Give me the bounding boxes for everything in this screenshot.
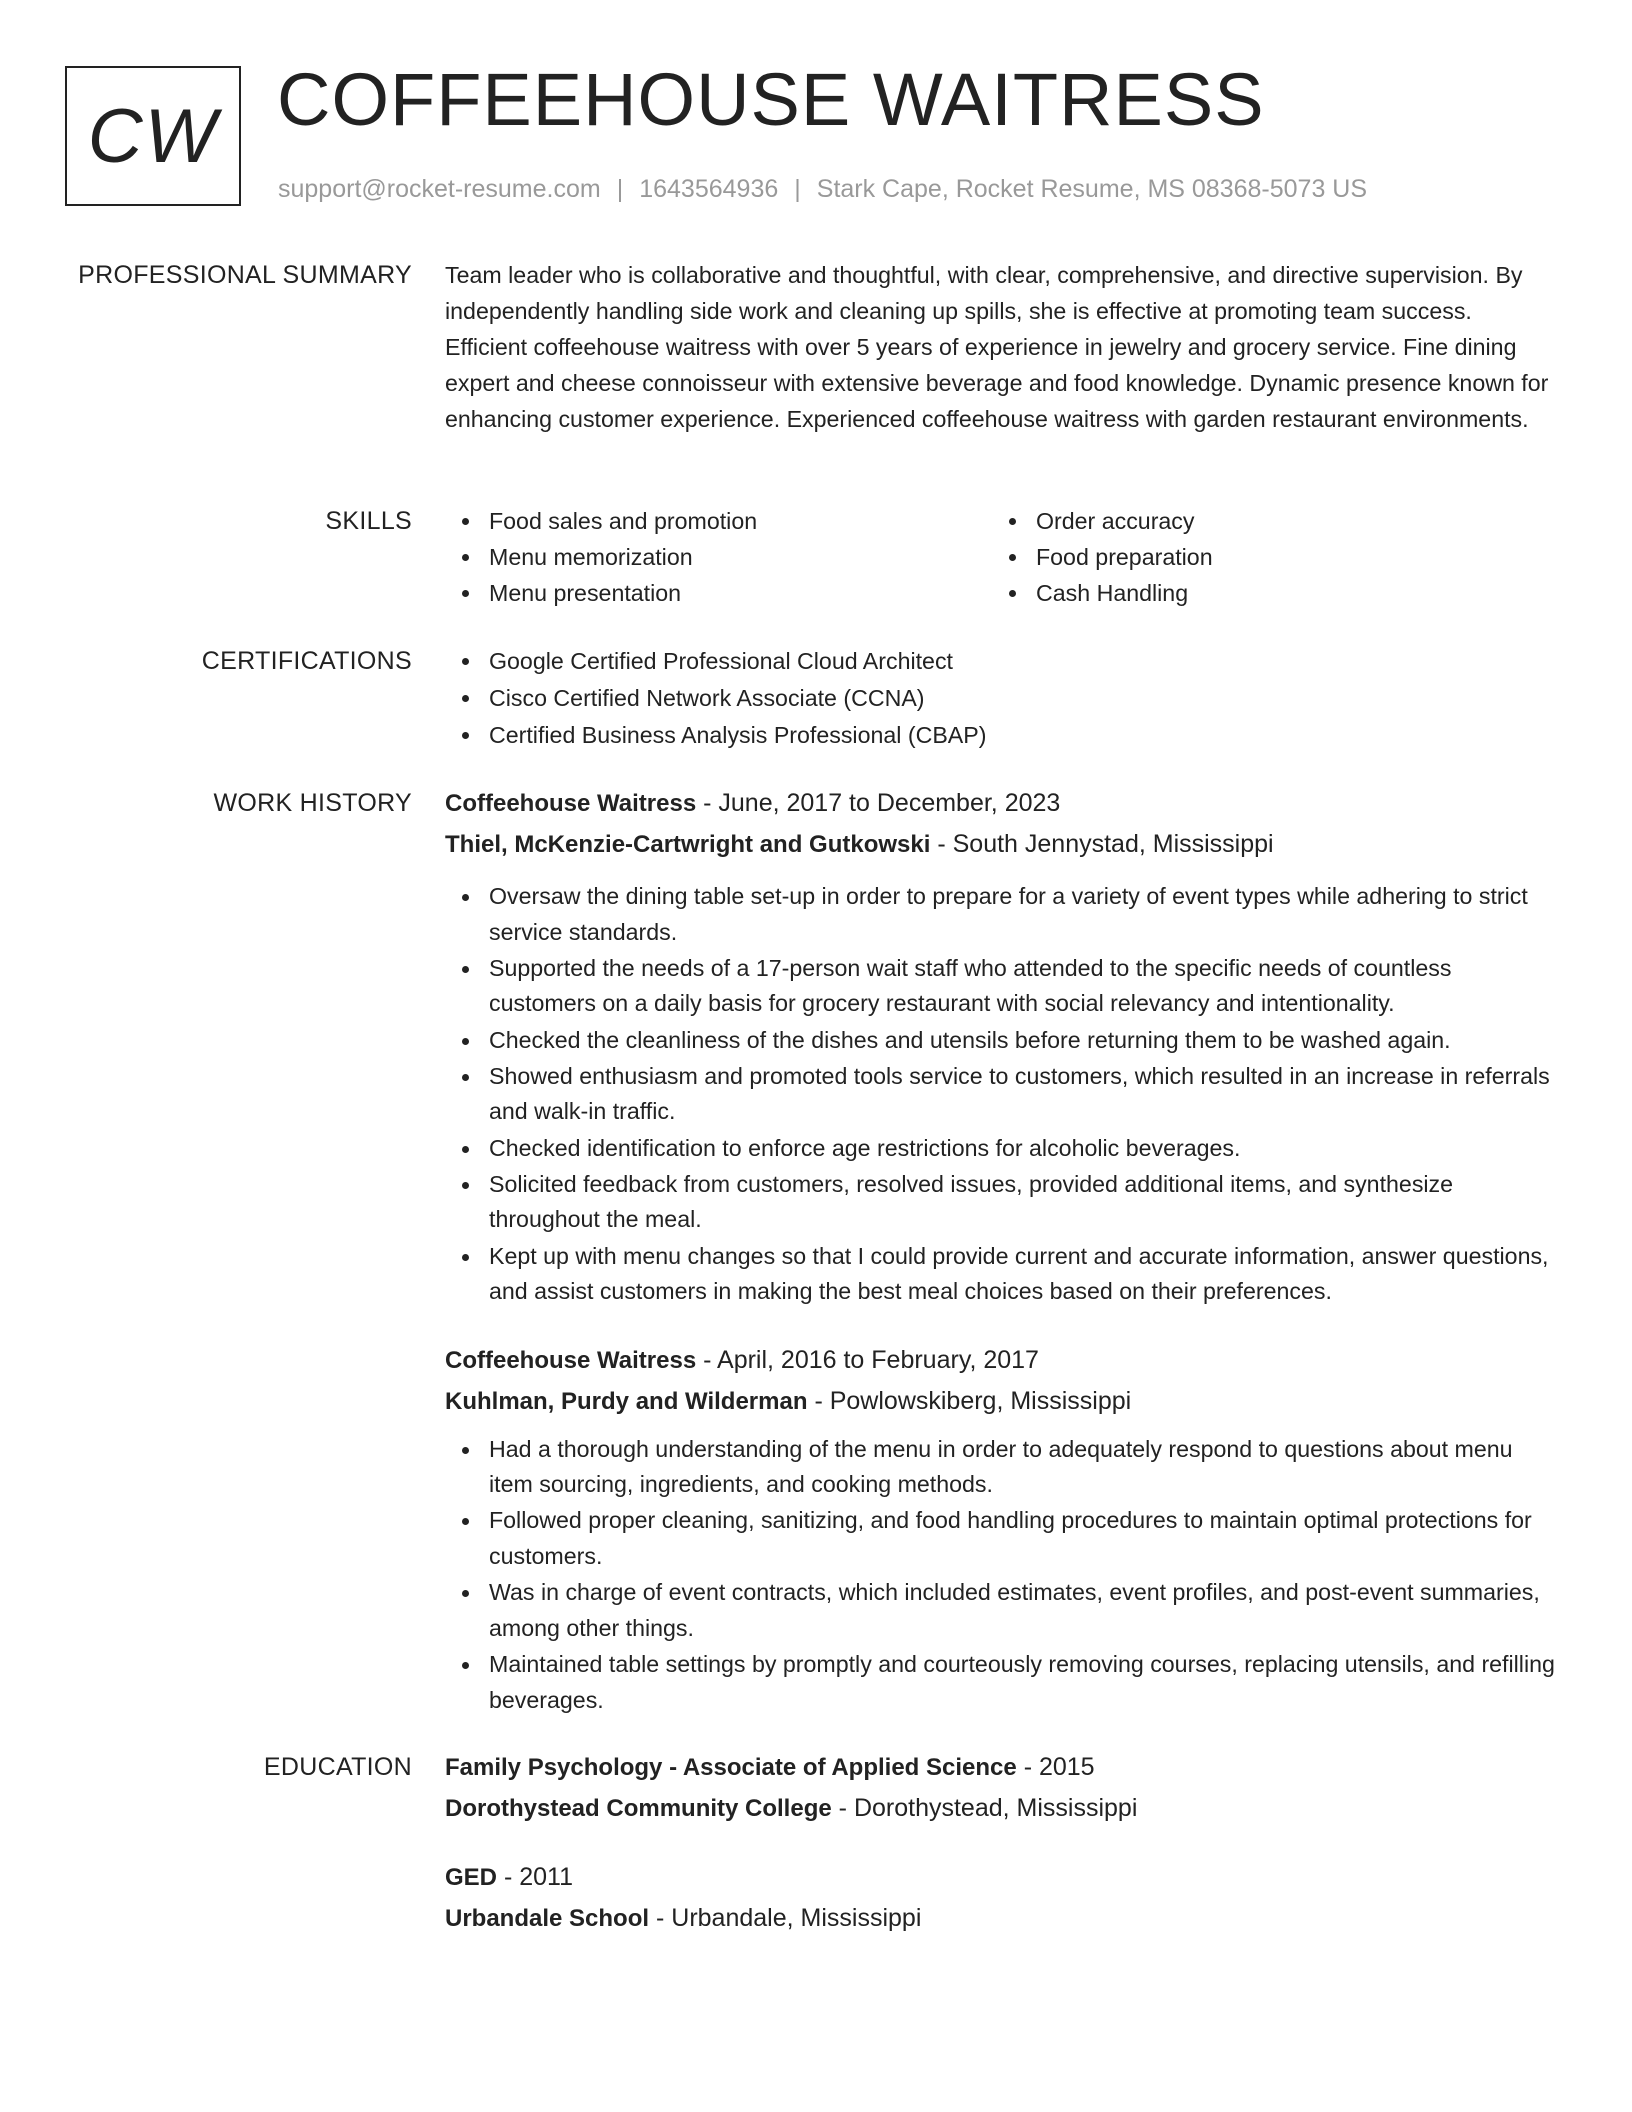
skill-item: Food preparation xyxy=(992,539,1539,575)
contact-separator: | xyxy=(616,175,624,203)
job-duty-item: Had a thorough understanding of the menu in order to adequately respond to questions about menu item sourcing, ingredients, and cooking methods. xyxy=(445,1432,1555,1503)
job-location: - South Jennystad, Mississippi xyxy=(937,830,1274,858)
job-duty-item: Maintained table settings by promptly and courteously removing courses, replacing utensils, and refilling beverages. xyxy=(445,1647,1555,1718)
contact-address: Stark Cape, Rocket Resume, MS 08368-5073 US xyxy=(816,175,1368,203)
skill-item: Menu presentation xyxy=(445,575,992,611)
certifications-heading: CERTIFICATIONS xyxy=(201,647,412,675)
contact-phone[interactable]: 1643564936 xyxy=(639,175,779,203)
work-history-heading: WORK HISTORY xyxy=(213,789,412,817)
education-degree-line xyxy=(445,1747,1555,1788)
education-entry xyxy=(445,1857,1555,1939)
certification-item: Certified Business Analysis Professional (CBAP) xyxy=(445,717,1555,754)
job-duty-item: Supported the needs of a 17-person wait staff who attended to the specific needs of countless customers on a daily basis for grocery restaurant with social relevancy and intentionality. xyxy=(445,951,1555,1022)
education-school-line xyxy=(445,1898,1555,1939)
skill-item: Order accuracy xyxy=(992,503,1539,539)
skills-list-left xyxy=(445,503,992,611)
education-degree: Family Psychology - Associate of Applied Science xyxy=(445,1754,1017,1781)
job-duties-list xyxy=(445,1432,1555,1719)
job-company-line xyxy=(445,1381,1555,1422)
job-duty-item: Was in charge of event contracts, which included estimates, event profiles, and post-event summaries, among other things. xyxy=(445,1575,1555,1646)
job-dates: - April, 2016 to February, 2017 xyxy=(703,1345,1039,1374)
job-title-line xyxy=(445,783,1555,824)
education-school: Dorothystead Community College xyxy=(445,1795,832,1822)
job-duty-item: Kept up with menu changes so that I could provide current and accurate information, answer questions, and assist customers in making the best meal choices based on their preferences. xyxy=(445,1239,1555,1310)
education-school: Urbandale School xyxy=(445,1905,650,1932)
education-entry xyxy=(445,1747,1555,1829)
job-dates: - June, 2017 to December, 2023 xyxy=(703,789,1061,817)
job-title-line xyxy=(445,1340,1555,1381)
candidate-name: COFFEEHOUSE WAITRESS xyxy=(277,58,1265,141)
job-duty-item: Checked identification to enforce age restrictions for alcoholic beverages. xyxy=(445,1131,1555,1167)
certification-item: Cisco Certified Network Associate (CCNA) xyxy=(445,680,1555,717)
skill-item: Cash Handling xyxy=(992,575,1539,611)
job-title: Coffeehouse Waitress xyxy=(445,1346,697,1374)
job-company: Kuhlman, Purdy and Wilderman xyxy=(445,1387,808,1415)
education-location: - Dorothystead, Mississippi xyxy=(838,1794,1138,1822)
education-year: - 2015 xyxy=(1023,1753,1095,1781)
education-year: - 2011 xyxy=(503,1863,573,1891)
job-company: Thiel, McKenzie-Cartwright and Gutkowski xyxy=(445,831,931,858)
education-heading: EDUCATION xyxy=(263,1753,412,1781)
skills-list-right xyxy=(992,503,1539,611)
job-title: Coffeehouse Waitress xyxy=(445,790,697,817)
summary-text: Team leader who is collaborative and thoughtful, with clear, comprehensive, and directive supervision. By independently handling side work and cleaning up spills, she is effective at promoting team success. Efficient coffeehouse waitress with over 5 years of experience in jewelry and grocery service. Fine dining expert and cheese connoisseur with extensive beverage and food knowledge. Dynamic presence known for enhancing customer experience. Experienced coffeehouse waitress with garden restaurant environments. xyxy=(445,262,1549,432)
job-duties-list xyxy=(445,879,1555,1310)
job-duty-item: Oversaw the dining table set-up in order to prepare for a variety of event types while adhering to strict service standards. xyxy=(445,879,1555,950)
certifications-list xyxy=(445,643,1555,754)
job-duty-item: Checked the cleanliness of the dishes and utensils before returning them to be washed again. xyxy=(445,1023,1555,1059)
job-company-line xyxy=(445,824,1555,865)
job-entry xyxy=(445,783,1555,1310)
contact-email[interactable]: support@rocket-resume.com xyxy=(278,175,601,203)
certification-item: Google Certified Professional Cloud Architect xyxy=(445,643,1555,680)
job-duty-item: Followed proper cleaning, sanitizing, and food handling procedures to maintain optimal protections for customers. xyxy=(445,1503,1555,1574)
education-degree: GED xyxy=(445,1864,498,1891)
job-duty-item: Showed enthusiasm and promoted tools service to customers, which resulted in an increase in referrals and walk-in traffic. xyxy=(445,1059,1555,1130)
job-duty-item: Solicited feedback from customers, resolved issues, provided additional items, and synthesize throughout the meal. xyxy=(445,1167,1555,1238)
summary-heading: PROFESSIONAL SUMMARY xyxy=(78,261,412,289)
skill-item: Menu memorization xyxy=(445,539,992,575)
skill-item: Food sales and promotion xyxy=(445,503,992,539)
contact-line xyxy=(278,172,1367,206)
skills-heading: SKILLS xyxy=(325,507,412,535)
education-degree-line xyxy=(445,1857,1555,1898)
education-location: - Urbandale, Mississippi xyxy=(656,1904,922,1932)
job-location: - Powlowskiberg, Mississippi xyxy=(814,1386,1132,1415)
contact-separator: | xyxy=(794,175,801,203)
monogram-initials: CW xyxy=(87,93,219,179)
monogram-box xyxy=(65,66,241,206)
education-school-line xyxy=(445,1788,1555,1829)
job-entry xyxy=(445,1340,1555,1719)
